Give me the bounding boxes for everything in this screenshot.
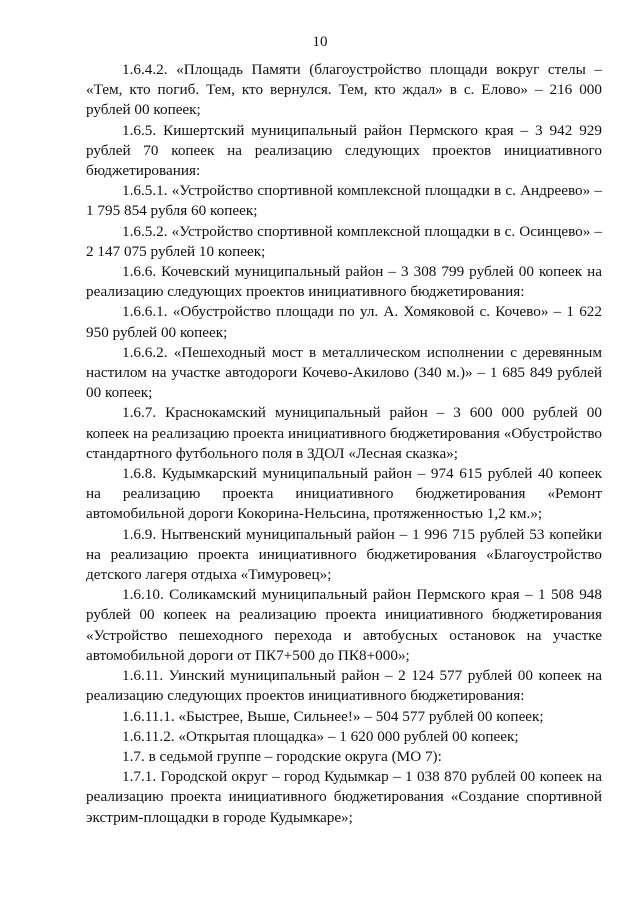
- paragraph-1-6-5: 1.6.5. Кишертский муниципальный район Пермского края – 3 942 929 рублей 70 копеек на реализацию следующих проектов инициативного бюджетирования:: [86, 121, 602, 180]
- paragraph-1-6-11-1: 1.6.11.1. «Быстрее, Выше, Сильнее!» – 504 577 рублей 00 копеек;: [122, 707, 544, 725]
- paragraph-1-6-11: 1.6.11. Уинский муниципальный район – 2 124 577 рублей 00 копеек на реализацию следующих проектов инициативного бюджетирования:: [86, 667, 602, 705]
- paragraph-1-6-5-1: 1.6.5.1. «Устройство спортивной комплексной площадки в с. Андреево» – 1 795 854 рубля 60 копеек;: [86, 182, 602, 220]
- paragraph-1-7: 1.7. в седьмой группе – городские округа (МО 7):: [122, 747, 442, 765]
- paragraph-1-6-8: 1.6.8. Кудымкарский муниципальный район – 974 615 рублей 40 копеек на реализацию проекта инициативного бюджетирования «Ремонт автомобильной дороги Кокорина-Нельсина, протяженностью 1,2 км.»;: [86, 465, 602, 523]
- paragraph-1-6-5-2: 1.6.5.2. «Устройство спортивной комплексной площадки в с. Осинцево» – 2 147 075 рублей 10 копеек;: [86, 222, 602, 260]
- paragraph-1-7-1: 1.7.1. Городской округ – город Кудымкар – 1 038 870 рублей 00 копеек на реализацию проекта инициативного бюджетирования «Создание спортивной экстрим-площадки в городе Кудымкаре»;: [86, 768, 602, 826]
- paragraph-1-6-11-2: 1.6.11.2. «Открытая площадка» – 1 620 000 рублей 00 копеек;: [122, 727, 519, 745]
- paragraph-1-6-6: 1.6.6. Кочевский муниципальный район – 3 308 799 рублей 00 копеек на реализацию следующих проектов инициативного бюджетирования:: [86, 263, 602, 301]
- paragraph-1-6-9: 1.6.9. Нытвенский муниципальный район – 1 996 715 рублей 53 копейки на реализацию проекта инициативного бюджетирования «Благоустройство детского лагеря отдыха «Тимуровец»;: [86, 525, 602, 584]
- page-number: 10: [312, 34, 328, 50]
- paragraph-1-6-7: 1.6.7. Краснокамский муниципальный район – 3 600 000 рублей 00 копеек на реализацию проекта инициативного бюджетирования «Обустройство стандартного футбольного поля в ЗДОЛ «Лесная сказка»;: [86, 404, 602, 462]
- paragraph-1-6-6-2: 1.6.6.2. «Пешеходный мост в металлическом исполнении с деревянным настилом на участке автодороги Кочево-Акилово (340 м.)» – 1 685 849 рублей 00 копеек;: [86, 343, 602, 402]
- document-body: [86, 60, 602, 828]
- paragraph-1-6-6-1: 1.6.6.1. «Обустройство площади по ул. А. Хомяковой с. Кочево» – 1 622 950 рублей 00 копеек;: [86, 303, 602, 341]
- paragraph-1-6-4-2: 1.6.4.2. «Площадь Памяти (благоустройство площади вокруг стелы – «Тем, кто погиб. Тем, кто вернулся. Тем, кто ждал» в с. Елово» – 216 000 рублей 00 копеек;: [86, 61, 602, 119]
- paragraph-1-6-10: 1.6.10. Соликамский муниципальный район Пермского края – 1 508 948 рублей 00 копеек на реализацию проекта инициативного бюджетирования «Устройство пешеходного перехода и автобусных остановок на участке автомобильной дороги от ПК7+500 до ПК8+000»;: [86, 586, 602, 664]
